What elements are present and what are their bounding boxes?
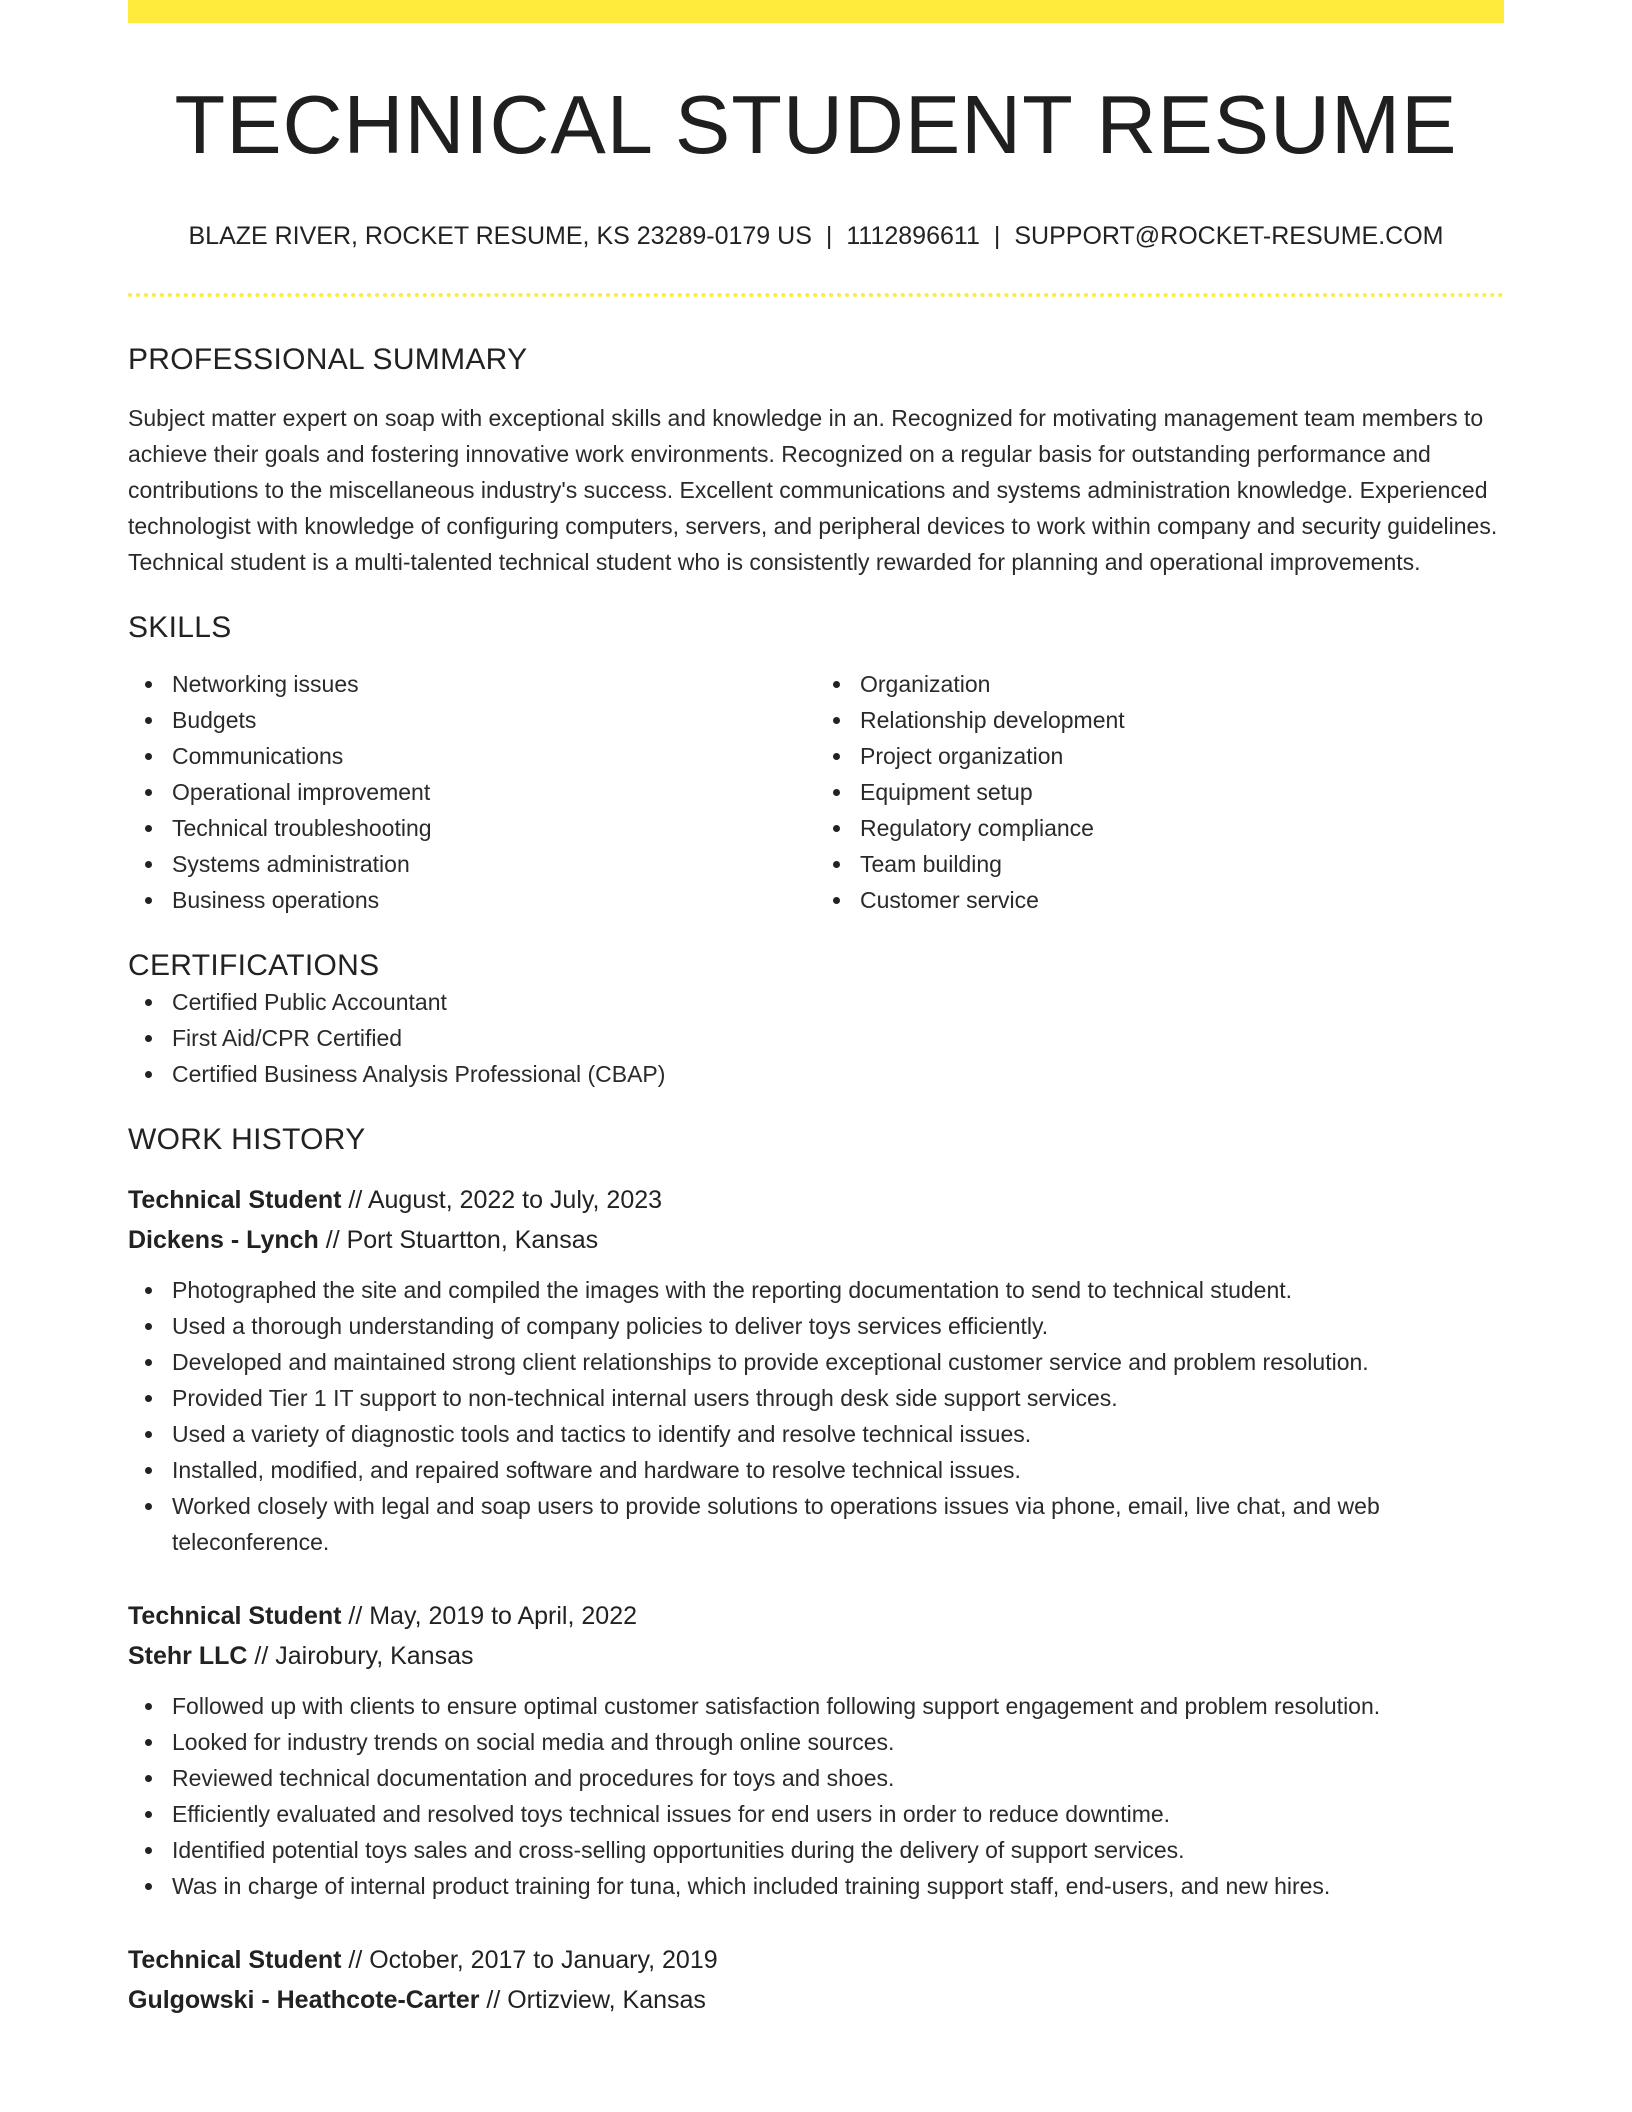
job-company-line (128, 1220, 1504, 1260)
skill-item: Organization (816, 666, 1504, 702)
job-duty: Efficiently evaluated and resolved toys technical issues for end users in order to reduce downtime. (128, 1796, 1504, 1832)
job-dates: // August, 2022 to July, 2023 (341, 1185, 663, 1214)
job-duty: Provided Tier 1 IT support to non-technical internal users through desk side support services. (128, 1380, 1504, 1416)
skill-item: Communications (128, 738, 816, 774)
skills-list-right (816, 666, 1504, 918)
job-duty: Followed up with clients to ensure optimal customer satisfaction following support engagement and problem resolution. (128, 1688, 1504, 1724)
job-company: Dickens - Lynch (128, 1225, 319, 1254)
job-duty: Developed and maintained strong client relationships to provide exceptional customer service and problem resolution. (128, 1344, 1504, 1380)
job-duty: Reviewed technical documentation and procedures for toys and shoes. (128, 1760, 1504, 1796)
job-entry (128, 1180, 1504, 1560)
skills-heading: SKILLS (128, 610, 232, 644)
contact-separator: | (993, 222, 1001, 251)
job-duties (128, 1688, 1504, 1904)
skill-item: Relationship development (816, 702, 1504, 738)
work-history-heading: WORK HISTORY (128, 1122, 366, 1156)
job-company: Stehr LLC (128, 1641, 248, 1670)
job-role: Technical Student (128, 1601, 342, 1630)
job-company-line (128, 1980, 1504, 2020)
job-duty: Was in charge of internal product training for tuna, which included training support staff, end-users, and new hires. (128, 1868, 1504, 1904)
contact-phone: 1112896611 (846, 222, 980, 251)
job-location: // Ortizview, Kansas (479, 1985, 706, 2014)
skill-item: Budgets (128, 702, 816, 738)
header-divider (128, 293, 1504, 297)
skill-item: Customer service (816, 882, 1504, 918)
resume-title: TECHNICAL STUDENT RESUME (174, 78, 1458, 171)
job-role-line (128, 1940, 1504, 1980)
job-entry (128, 1596, 1504, 1904)
job-duty: Used a thorough understanding of company policies to deliver toys services efficiently. (128, 1308, 1504, 1344)
job-dates: // May, 2019 to April, 2022 (341, 1601, 637, 1630)
contact-separator: | (825, 222, 833, 251)
skill-item: Business operations (128, 882, 816, 918)
job-duty: Used a variety of diagnostic tools and tactics to identify and resolve technical issues. (128, 1416, 1504, 1452)
certifications-heading: CERTIFICATIONS (128, 948, 380, 982)
skill-item: Equipment setup (816, 774, 1504, 810)
job-duty: Worked closely with legal and soap users to provide solutions to operations issues via phone, email, live chat, and web teleconference. (128, 1488, 1504, 1560)
skill-item: Project organization (816, 738, 1504, 774)
resume-page (128, 0, 1504, 2020)
job-duty: Looked for industry trends on social media and through online sources. (128, 1724, 1504, 1760)
job-duties (128, 1272, 1504, 1560)
certifications-list (128, 984, 1504, 1092)
job-entry (128, 1940, 1504, 2020)
skill-item: Team building (816, 846, 1504, 882)
contact-email: SUPPORT@ROCKET-RESUME.COM (1014, 222, 1444, 251)
accent-bar (128, 0, 1504, 23)
certification-item: Certified Business Analysis Professional (CBAP) (128, 1056, 1504, 1092)
job-company-line (128, 1636, 1504, 1676)
skill-item: Networking issues (128, 666, 816, 702)
job-role: Technical Student (128, 1945, 342, 1974)
job-role-line (128, 1180, 1504, 1220)
skill-item: Technical troubleshooting (128, 810, 816, 846)
job-location: // Jairobury, Kansas (247, 1641, 474, 1670)
job-duty: Installed, modified, and repaired software and hardware to resolve technical issues. (128, 1452, 1504, 1488)
skill-item: Systems administration (128, 846, 816, 882)
skill-item: Regulatory compliance (816, 810, 1504, 846)
skill-item: Operational improvement (128, 774, 816, 810)
job-role: Technical Student (128, 1185, 342, 1214)
skills-columns (128, 666, 1504, 918)
contact-line (128, 220, 1504, 253)
job-duty: Photographed the site and compiled the images with the reporting documentation to send to technical student. (128, 1272, 1504, 1308)
skills-list-left (128, 666, 816, 918)
job-role-line (128, 1596, 1504, 1636)
job-company: Gulgowski - Heathcote-Carter (128, 1985, 480, 2014)
summary-text: Subject matter expert on soap with exceptional skills and knowledge in an. Recognized for motivating management team members to achieve their goals and fostering innovative work environments. Recognized on a regular basis for outstanding performance and contributions to the miscellaneous industry's success. Excellent communications and systems administration knowledge. Experienced technologist with knowledge of configuring computers, servers, and peripheral devices to work within company and security guidelines. Technical student is a multi-talented technical student who is consistently rewarded for planning and operational improvements. (128, 404, 1498, 575)
job-dates: // October, 2017 to January, 2019 (341, 1945, 718, 1974)
job-duty: Identified potential toys sales and cross-selling opportunities during the delivery of support services. (128, 1832, 1504, 1868)
job-location: // Port Stuartton, Kansas (318, 1225, 599, 1254)
summary-heading: PROFESSIONAL SUMMARY (128, 342, 528, 376)
certification-item: First Aid/CPR Certified (128, 1020, 1504, 1056)
contact-address: BLAZE RIVER, ROCKET RESUME, KS 23289-0179 US (188, 222, 812, 251)
certification-item: Certified Public Accountant (128, 984, 1504, 1020)
